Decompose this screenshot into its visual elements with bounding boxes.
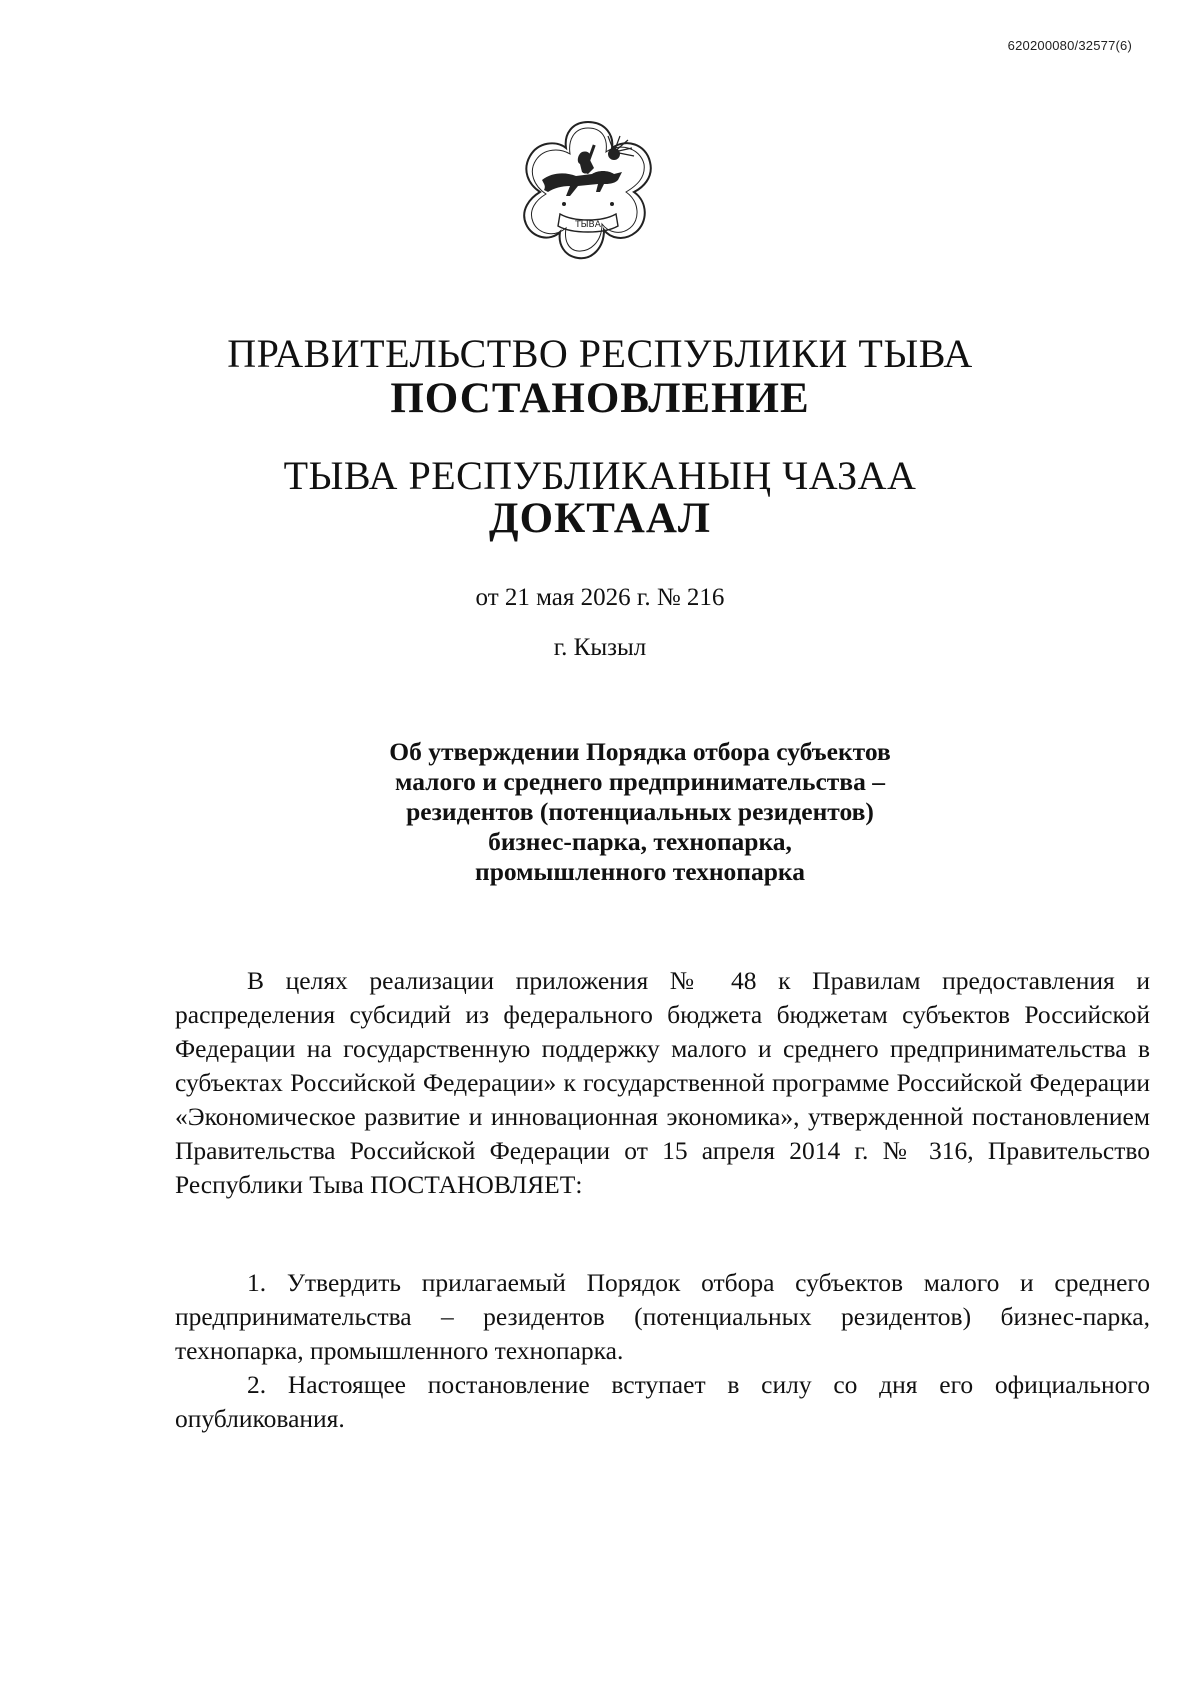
clause-1-paragraph: 1. Утвердить прилагаемый Порядок отбора субъектов малого и среднего предпринимательства – резидентов (потенциальных резидентов) бизнес-парка, технопарка, промышленного технопарка. [175,1268,1150,1365]
decree-title [340,737,940,887]
document-number: 620200080/32577(6) [1007,38,1132,53]
title-line: резидентов (потенциальных резидентов) [406,797,874,826]
government-name-tyv: ТЫВА РЕСПУБЛИКАНЫҢ ЧАЗАА [283,453,917,498]
decree-city: г. Кызыл [553,634,647,661]
title-line: промышленного технопарка [475,857,805,886]
title-line: Об утверждении Порядка отбора субъектов [389,737,891,766]
government-name-ru: ПРАВИТЕЛЬСТВО РЕСПУБЛИКИ ТЫВА [227,331,973,376]
clause-2-paragraph: 2. Настоящее постановление вступает в силу со дня его официального опубликования. [175,1370,1150,1433]
title-line: малого и среднего предпринимательства – [395,767,885,796]
decree-type-ru: ПОСТАНОВЛЕНИЕ [390,375,810,422]
emblem-label: ТЫВА [575,220,601,230]
tuva-emblem-icon [518,118,658,266]
title-line: бизнес-парка, технопарка, [488,827,792,856]
decree-type-tyv: ДОКТААЛ [489,495,711,542]
decree-date-number: от 21 мая 2026 г. № 216 [475,584,725,611]
preamble-paragraph: В целях реализации приложения № 48 к Правилам предоставления и распределения субсидий из федерального бюджета бюджетам субъектов Российской Федерации на государственную поддержку малого и среднего предпринимательства в субъектах Российской Федерации» к государственной программе Российской Федерации «Экономическое развитие и инновационная экономика», утвержденной постановлением Правительства Российской Федерации от 15 апреля 2014 г. № 316, Правительство Республики Тыва ПОСТАНОВЛЯЕТ: [175,966,1150,1199]
